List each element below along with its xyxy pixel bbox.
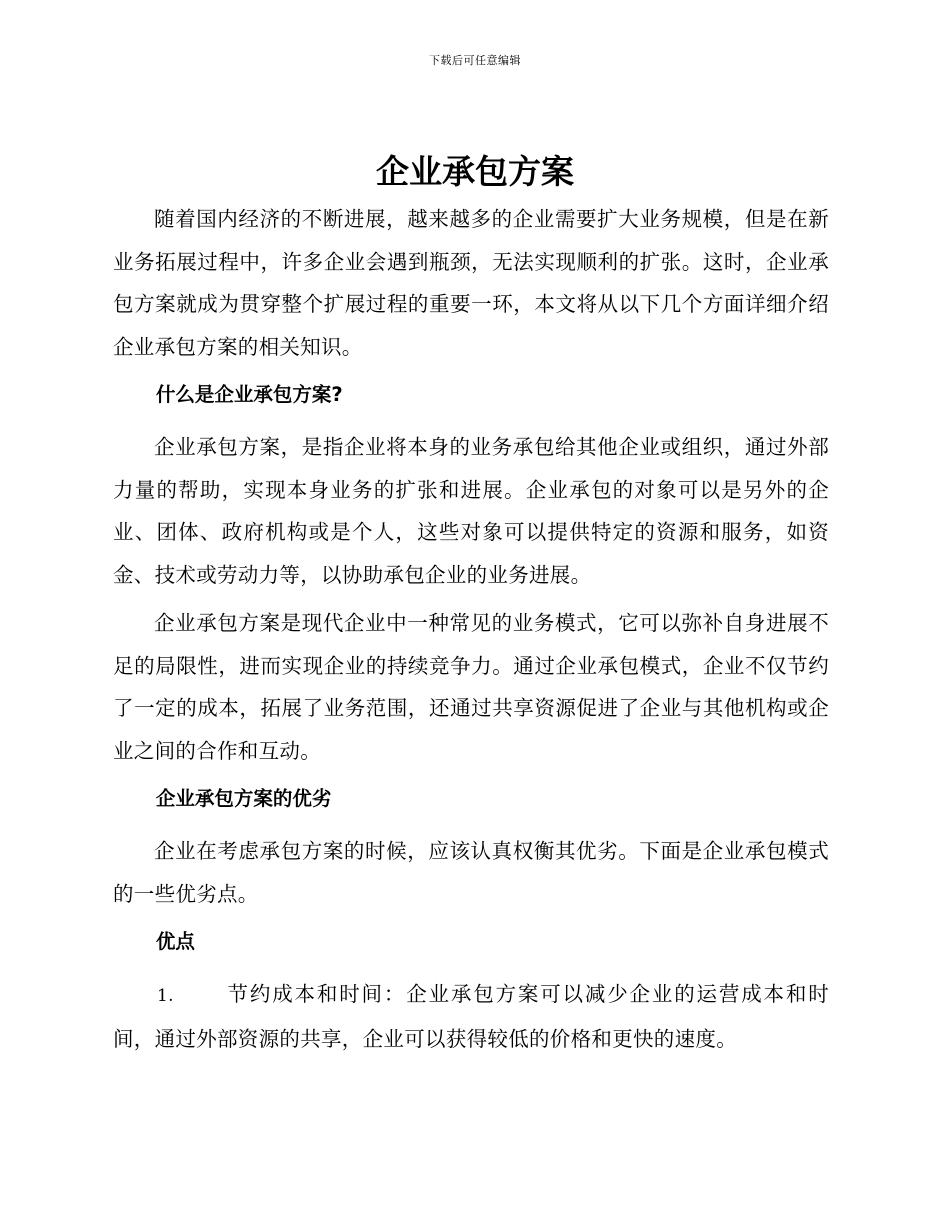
list-item-text: 节约成本和时间：企业承包方案可以减少企业的运营成本和时间，通过外部资源的共享，企业可以获得较低的价格和更快的速度。: [113, 982, 829, 1051]
section-heading-what-is: 什么是企业承包方案?: [155, 383, 343, 406]
list-item: [113, 973, 829, 1060]
section-heading-advantages: 优点: [155, 930, 195, 953]
document-title: 企业承包方案: [376, 152, 574, 191]
list-item-number: 1.: [157, 986, 174, 1006]
document-body: [113, 198, 829, 1060]
header-note: 下载后可任意编辑: [429, 54, 521, 67]
paragraph-pros-cons-intro: 企业在考虑承包方案的时候，应该认真权衡其优劣。下面是企业承包模式的一些优劣点。: [113, 839, 829, 906]
paragraph-common-mode: 企业承包方案是现代企业中一种常见的业务模式，它可以弥补自身进展不足的局限性，进而实现企业的持续竞争力。通过企业承包模式，企业不仅节约了一定的成本，拓展了业务范围，还通过共享资源促进了企业与其他机构或企业之间的合作和互动。: [113, 611, 829, 763]
section-heading-pros-cons: 企业承包方案的优劣: [155, 787, 332, 810]
paragraph-definition: 企业承包方案，是指企业将本身的业务承包给其他企业或组织，通过外部力量的帮助，实现本身业务的扩张和进展。企业承包的对象可以是另外的企业、团体、政府机构或是个人，这些对象可以提供特定的资源和服务，如资金、技术或劳动力等，以协助承包企业的业务进展。: [113, 435, 829, 587]
intro-paragraph: 随着国内经济的不断进展，越来越多的企业需要扩大业务规模，但是在新业务拓展过程中，许多企业会遇到瓶颈，无法实现顺利的扩张。这时，企业承包方案就成为贯穿整个扩展过程的重要一环，本文将从以下几个方面详细介绍企业承包方案的相关知识。: [113, 207, 829, 359]
